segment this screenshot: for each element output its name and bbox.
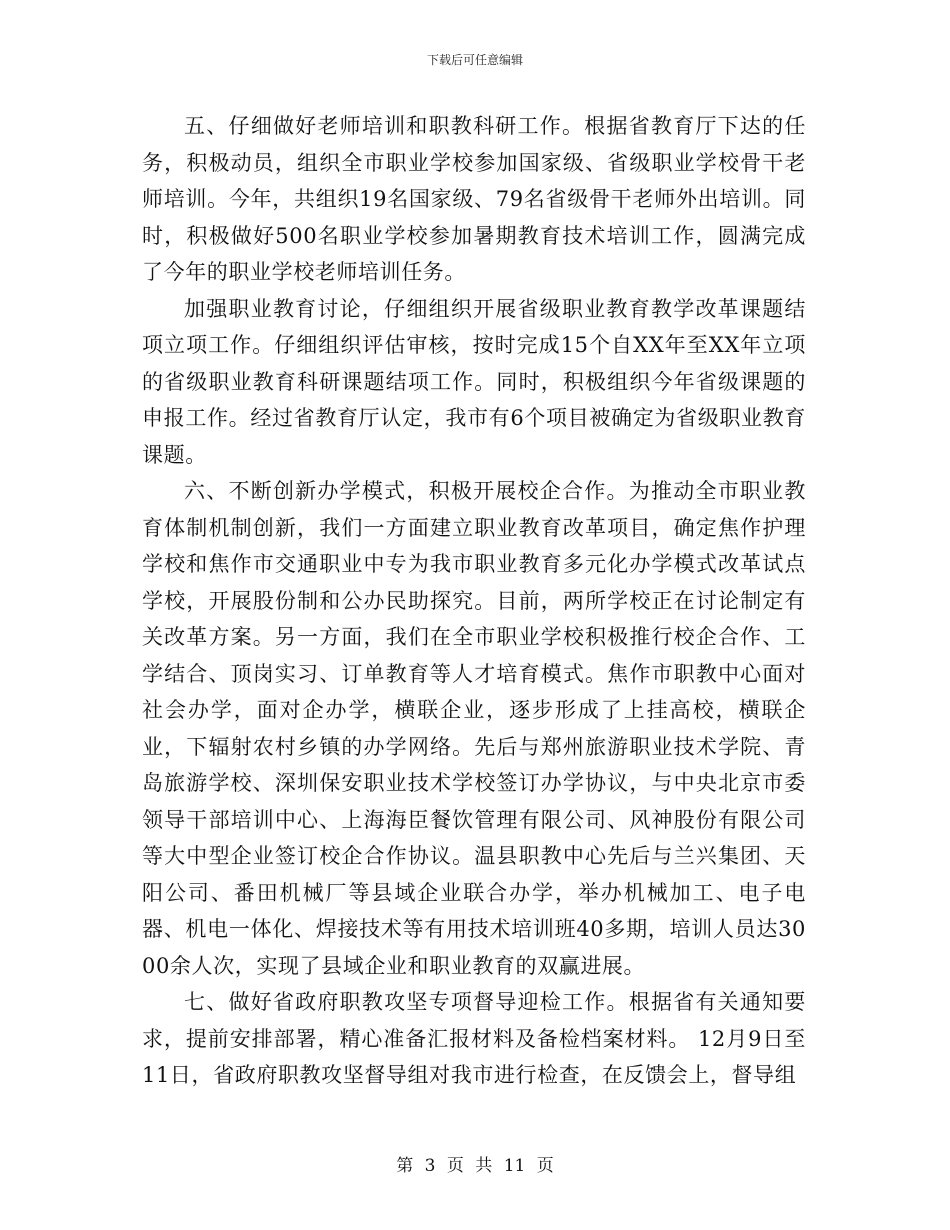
paragraph-school-enterprise-cooperation: 六、不断创新办学模式，积极开展校企合作。为推动全市职业教育体制机制创新，我们一方面建立职业教育改革项目，确定焦作护理学校和焦作市交通职业中专为我市职业教育多元化办学模式改革试点学校，开展股份制和公办民助探究。目前，两所学校正在讨论制定有关改革方案。另一方面，我们在全市职业学校积极推行校企合作、工学结合、顶岗实习、订单教育等人才培育模式。焦作市职教中心面对社会办学，面对企办学，横联企业，逐步形成了上挂高校，横联企业，下辐射农村乡镇的办学网络。先后与郑州旅游职业技术学院、青岛旅游学校、深圳保安职业技术学校签订办学协议，与中央北京市委领导干部培训中心、上海海臣餐饮管理有限公司、风神股份有限公司等大中型企业签订校企合作协议。温县职教中心先后与兰兴集团、天阳公司、番田机械厂等县域企业联合办学，举办机械加工、电子电器、机电一体化、焊接技术等有用技术培训班40多期，培训人员达3000余人次，实现了县域企业和职业教育的双赢进展。 (142, 479, 806, 978)
paragraph-inspection-preparation: 七、做好省政府职教攻坚专项督导迎检工作。根据省有关通知要求，提前安排部署，精心准备汇报材料及备检档案材料。 12月9日至11日，省政府职教攻坚督导组对我市进行检查，在反馈会上，督导组 (142, 990, 806, 1087)
paragraph-research-projects: 加强职业教育讨论，仔细组织开展省级职业教育教学改革课题结项立项工作。仔细组织评估审核，按时完成15个自XX年至XX年立项的省级职业教育科研课题结项工作。同时，积极组织今年省级课题的申报工作。经过省教育厅认定，我市有6个项目被确定为省级职业教育课题。 (142, 296, 806, 467)
page-number-footer: 第 3 页 共 11 页 (396, 1156, 554, 1176)
page-header: 下载后可任意编辑 (426, 53, 523, 67)
paragraph-teacher-training: 五、仔细做好老师培训和职教科研工作。根据省教育厅下达的任务，积极动员，组织全市职业学校参加国家级、省级职业学校骨干老师培训。今年，共组织19名国家级、79名省级骨干老师外出培训。同时，积极做好500名职业学校参加暑期教育技术培训工作，圆满完成了今年的职业学校老师培训任务。 (142, 114, 806, 284)
document-body (142, 108, 806, 1094)
